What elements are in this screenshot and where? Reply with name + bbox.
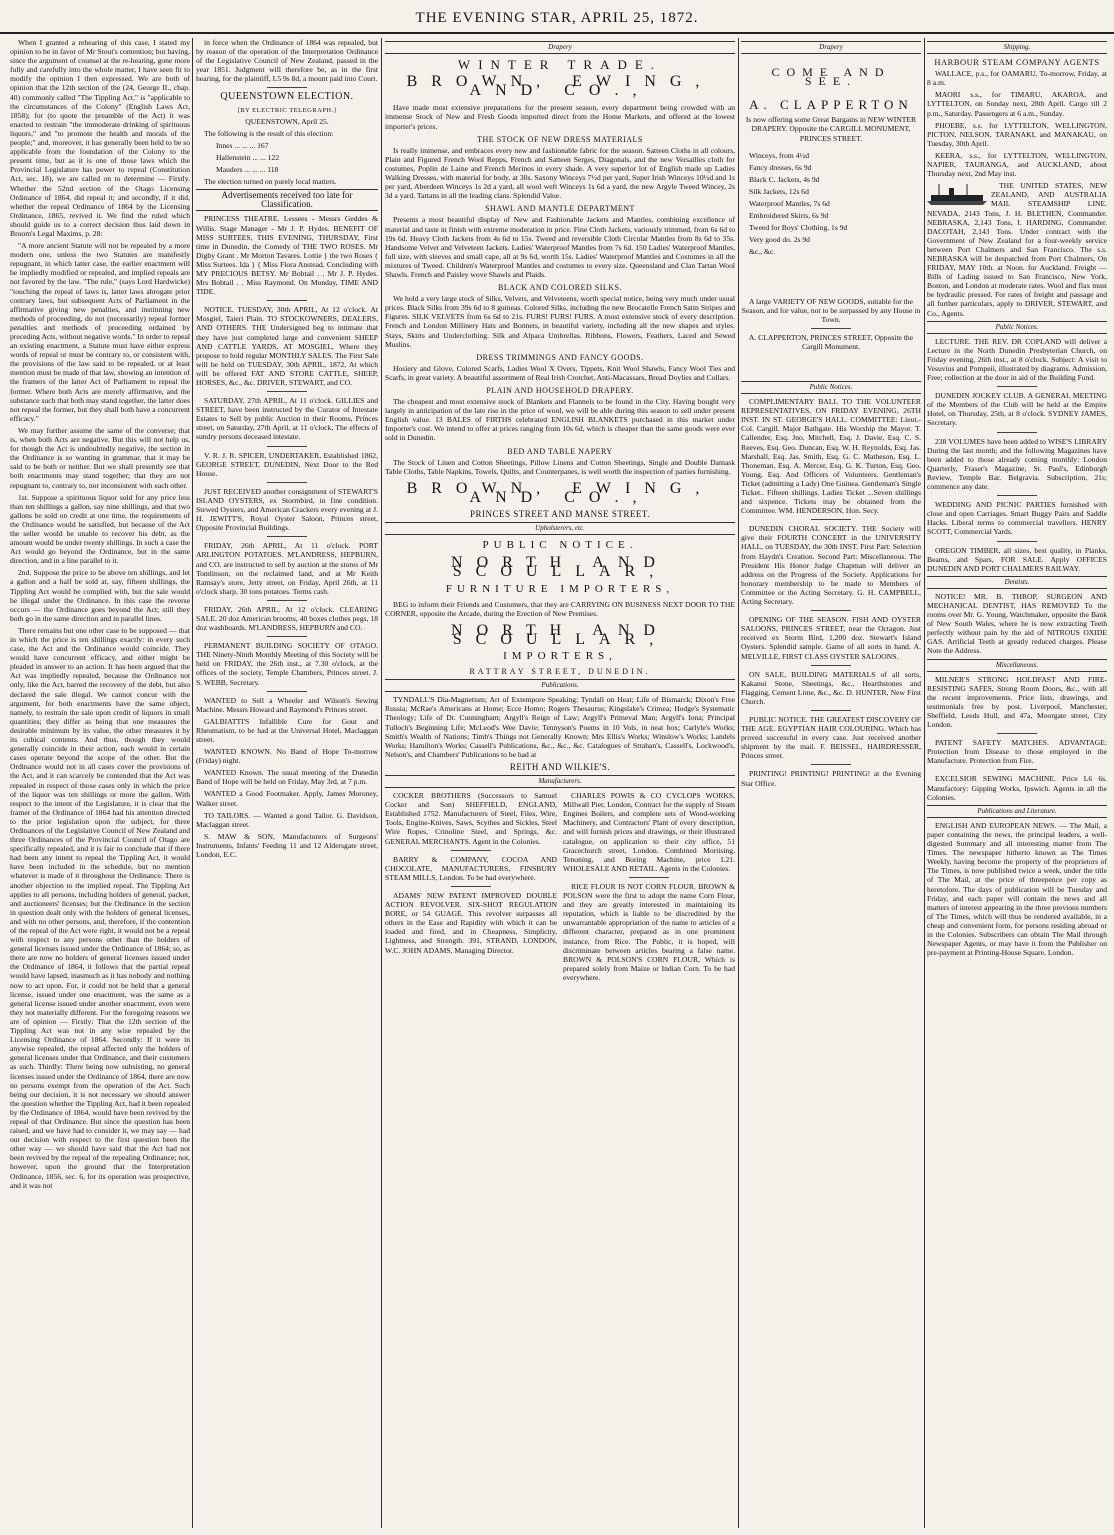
ball-ad: COMPLIMENTARY BALL TO THE VOLUNTEER REPRESENTATIVES, ON FRIDAY EVENING, 26TH INST. IN ST. GEORGE'S HALL. COMMITTEE: Lieut.-Col. Cargill. Major Bathgate. His Worship the Mayor. T. Callender, Esq. Jno. Mitchell, Esq. J. Davie, Esq. C. S. Reeves, Esq. Geo. Duncan, Esq. W. H. Reynolds, Esq. Jas. Marshall, Esq. Jas. Smith, Esq. G. C. Matheson, Esq. L. Thoneman, Esq. A. Mercer, Esq. G. K. Turton, Esq. Geo. Young, Esq. And Officers of Volunteers. Gentleman's Ticket (admitting a Lady) One Guinea. Gentleman's Single Ticket.. Fifteen shillings. Ladies Ticket ...Seven shillings and sixpence. Tickets may be obtained from the Committee. WM. HENDERSON, Hon. Secy. [741, 397, 921, 516]
column-rule [192, 38, 193, 1528]
matches-ad: PATENT SAFETY MATCHES. ADVANTAGE: Protection from Disease to those employed in the Manufacture. Protection from Fire. [927, 738, 1107, 766]
tyndall-ad: TYNDALL'S Dia-Magnetism; Art of Extempore Speaking; Tyndall on Heat; Life of Bismarck; Dixon's Free Russia; McRae's Americans at Home; Ecce Homo; Rogers Thesaurus; Kingslake's Crimea; Hodge's Systematic Theology; Life of Dr. Cunningham; Argyll's Reign of Law; Argyll's Primeval Man; Argyll's Iona; Principal Tulloch's Beginning Life; McLeod's Wee Davie; Tennyson's Poems in 10 Vols, in neat box; Carlyle's Works; Smith's Wealth of Nations; Timb's Things not Generally Known; Mrs Ellis's Works; Winslow's Works; Landels Works; Hamilton's Works; Cassell's Publications, &c., &c., &c. Catalogues of Strahan's, Cassell's, Lockwood's, Nelson's, and Chambers' Publications to be had at [385, 695, 735, 759]
come-and-see-heading: COME AND SEE. [771, 65, 891, 89]
brown-ewing-heading: BROWN, EWING, AND CO., [406, 73, 714, 100]
library-ad: 238 VOLUMES have been added to WISE'S LIBRARY During the last month; and the following Magazines have been added to those already coming monthly: London Quarterly, Fraser's Magazine, St. Paul's, Edinburgh Review, Temple Bar, Belgravia. Subscription, 21s; commence any date. [927, 436, 1107, 492]
jockey-club-ad: DUNEDIN JOCKEY CLUB. A GENERAL MEETING of the Members of the Club will be held at the Empire Hotel, on Thursday, 25th, at 8 o'clock. SYDNEY JAMES, Secretary. [927, 391, 1107, 428]
election-title: QUEENSTOWN ELECTION. [220, 91, 354, 103]
small-ad: WANTED a Good Footmaker. Apply, James Moroney, Walker street. [196, 789, 378, 808]
brown-ewing-footer: BROWN, EWING, AND CO., [406, 479, 714, 506]
masthead: THE EVENING STAR, APRIL 25, 1872. [0, 4, 1114, 34]
column-shipping: Shipping. HARBOUR STEAM COMPANY AGENTS WALLACE, p.s., for OAMARU, To-morrow, Friday, at 8 a.m. MAORI s.s., for TIMARU, AKAROA, and LYTTELTON, on Sunday next, 28th April. Cargo till 2 p.m., Saturday. Passengers at 6 a.m., Sunday. PHOEBE, s.s. for LYTTELTON, WELLINGTON, PICTON, NELSON, TARANAKI, and MANAKAU, on Tuesday, 30th April. KEERA, s.s., for LYTTELTON, WELLINGTON, NAPIER, TAURANGA, and AUCKLAND, about Thursday next, 2nd May inst. THE UNITED STATES, NEW ZEALAND, AND AUSTRALIA MAIL STEAMSHIP LINE. NEVADA, 2143 Tons, J. H. BLETHEN, Commander. NEBRASKA, 2,143 Tons, I. HARDING, Commander. DACOTAH, 2,143 Tons. Under contract with the Government of New Zealand for a four-weekly service between Port Chalmers and San Francisco. The s.s. NEBRASKA will be despatched from Port Chalmers, On FRIDAY, MAY 10th. at Noon. for Auckland. Freight — Bills of Lading issued to San Francisco, New York, Boston, and London at moderate rates. Wool and flax must be hydraulic pressed. For rates of freight and passage and all further particulars, apply to DRIVER, STEWART, and Co., Agents. Public Notices. LECTURE. THE REV. DR COPLAND will deliver a Lecture in the North Dunedin Presbyterian Church, on Friday evening, 26th inst., at 8 o'clock. Subject: A visit to Vesuvius and Pompeii, illustrated by diagrams. Admission, Free; collection at the door in aid of the Building Fund. DUNEDIN JOCKEY CLUB. A GENERAL MEETING of the Members of the Club will be held at the Empire Hotel, on Thursday, 25th, at 8 o'clock. SYDNEY JAMES, Secretary. 238 VOLUMES have been added to WISE'S LIBRARY During the last month; and the following Magazines have been added to those already coming monthly: London Quarterly, Fraser's Magazine, St. Paul's, Edinburgh Review, Temple Bar, Belgravia. Subscription, 21s; commence any date. WEDDING AND PICNIC PARTIES furnished with close and open Carriages. Smart Buggy Pairs and Saddle Hacks. Liberal terms to commercial travellers. HENRY SCOTT, Commercial Yards. OREGON TIMBER, all sizes, best quality, in Planks, Beams, and Spars, FOR SALE. Apply OFFICES DUNEDIN AND PORT CHALMERS RAILWAY. Dentists. NOTICE! MR. B. THROP, SURGEON AND MECHANICAL DENTIST, HAS REMOVED To the rooms over Mr. G. Young, Watchmaker, opposite the Bank of New South Wales, where he is now extracting Teeth perfectly without pain by the aid of NITROUS OXIDE GAS. Artificial Teeth at greatly reduced charges. Please Note the Address. Miscellaneous. MILNER'S STRONG HOLDFAST AND FIRE-RESISTING SAFES, Strong Room Doors, &c., with all the recent improvements. Price lists, drawings, and testimonials free by post. Liverpool, Manchester, Sheffield, Leeds Hull, and 47a, Moorgate street, City London. PATENT SAFETY MATCHES. ADVANTAGE: Protection from Disease to those employed in the Manufacture. Protection from Fire. EXCELSIOR SEWING MACHINE. Price L6 6s. Manufactory: Gipping Works, Ipswich. Agents in all the Colonies. Publications and Literature. ENGLISH AND EUROPEAN NEWS. — The Mail, a paper containing the news, the principal leaders, a well-digested Summary and all interesting matter from The Times. The newspaper hitherto known as The Times Weekly, having become the property of the proprietors of The Times, is now published twice a week, under the title of The Mail, at the price of threepence per copy as heretofore. The days of publication will be Tuesday and Friday, and each paper will contain the news and all matters of interest appearing in the three previous numbers of The Times, which will thus be rendered available, in a cheap and convenient form, for persons residing abroad or in the Colonies. Subscribers can obtain The Mail through Newspaper Agents, or may have it from the Publisher on pre-payment at Printing-House Square, London. [927, 38, 1107, 1528]
oyster-saloon-ad: OPENING OF THE SEASON. FISH AND OYSTER SALOONS, PRINCES STREET, near the Octagon. Just received ex Storm Bird, 1,200 doz. Stewart's Island Oysters. Splendid sample. Game of all sorts in hand. A. MELVILLE, FIRST CLASS OYSTER SALOONS. [741, 615, 921, 661]
spicer-ad: V. R. J. R. SPICER, UNDERTAKER, Established 1862, GEORGE STREET, DUNEDIN, Next Door to the Red House. [196, 450, 378, 478]
small-ad: GALBIATTI'S Infallible Cure for Gout and Rheumatism, to be had at the Universal Hotel, Maclaggan street. [196, 716, 378, 744]
small-ad: WANTED to Sell a Wheeler and Wilson's Sewing Machine. Messrs Howard and Raymond's Princes street. [196, 695, 378, 714]
lecture-ad: LECTURE. THE REV. DR COPLAND will deliver a Lecture in the North Dunedin Presbyterian Church, on Friday evening, 26th inst., at 8 o'clock. Subject: A visit to Vesuvius and Pompeii, illustrated by diagrams. Admission, Free; collection at the door in aid of the Building Fund. [927, 336, 1107, 383]
small-ad: WANTED KNOWN. No Band of Hope To-morrow (Friday) night. [196, 747, 378, 766]
winter-trade-heading: WINTER TRADE. [457, 57, 663, 73]
late-ads-header: Advertisements received too late for Classification. [196, 189, 378, 211]
choral-ad: DUNEDIN CHORAL SOCIETY. THE Society will give their FOURTH CONCERT in the UNIVERSITY HALL, on TUESDAY, the 30th INST. First Part: Selection from Haydn's Creation. Second Part: Miscellaneous. The President His Honor Judge Chapman will deliver an address on the Progress of the Society. Applications for honorary membership to be made to Members of Committee or the Acting Secretary. G. H. CAMPBELL, Acting Secretary. [741, 524, 921, 607]
notice-ad: NOTICE. TUESDAY, 30th APRIL, At 12 o'clock. At Mosgiel, Taieri Plain. TO STOCKOWNERS, DEALERS, AND OTHERS. THE Undersigned beg to intimate that they have just completed large and convenient SHEEP AND CATTLE YARDS, AT MOSGIEL, Where they propose to hold regular MONTHLY SALES. The First Sale will be held on TUESDAY, 30th APRIL, 1872, At which will be offered FAT AND STORE CATTLE, SHEEP, HORSES, &c., &c. DRIVER, STEWART, and CO. [196, 305, 378, 387]
shipping-notice: PHOEBE, s.s. for LYTTELTON, WELLINGTON, PICTON, NELSON, TARANAKI, and MANAKAU, on Tuesday, 30th April. [927, 120, 1107, 148]
barry-ad: BARRY & COMPANY, COCOA AND CHOCOLATE, MANUFACTURERS, FINSBURY STEAM MILLS, London. To be had everywhere. [385, 854, 557, 882]
clearing-ad: FRIDAY, 26th APRIL, At 12 o'clock. CLEARING SALE. 20 doz American brooms, 40 boxes clothes pegs, 18 doz washboards. M'LANDRESS, HEPBURN and CO. [196, 604, 378, 633]
shipping-notice: WALLACE, p.s., for OAMARU, To-morrow, Friday, at 8 a.m. [927, 69, 1107, 88]
small-ad: WANTED Known. The usual meeting of the Dunedin Band of Hope will be held on Friday, May 3rd, at 7 p.m. [196, 768, 378, 787]
potatoes-ad: FRIDAY, 26th APRIL, At 11 o'clock. PORT ARLINGTON POTATOES. M'LANDRESS, HEPBURN, and CO. are instructed to sell by auction at the stores of Mr Tomlinson, on the reclaimed land, and at Mr Keith Ramsay's store, Jetty street, on Friday, April 26th, at 11 o'clock sharp, 30 tons potatoes. Terms cash. [196, 541, 378, 596]
on-sale-ad: ON SALE, BUILDING MATERIALS of all sorts, Kakanui Stone, Sheetings, &c., Hearthstones and Flagging, Cement Lime, &c., &c. D. HUNTER, New First Church. [741, 669, 921, 706]
gillies-ad: SATURDAY, 27th APRIL, At 11 o'clock. GILLIES and STREET, have been instructed by the Curator of Intestate Estates to Sell by public Auction in their Rooms, Princes street, on Saturday, 27th April, at 11 o'clock, The effects of sundry persons deceased intestate. [196, 396, 378, 442]
small-ad: TO TAILORS. — Wanted a good Tailor. G. Davidson, Maclaggan street. [196, 810, 378, 829]
column-clapperton: Drapery COME AND SEE. A. CLAPPERTON Is now offering some Great Bargains in NEW WINTER DRAPERY. Opposite the CARGILL MONUMENT, PRINCES STREET. Winceys, from 4½d Fancy dresses, 6s 9d Black C. Jackets, 4s 9d Silk Jackets, 12s 6d Waterproof Mantles, 7s 6d Embroidered Skirts, 6s 9d Tweed for Boys' Clothing, 1s 9d Very good do. 2s 9d &c., &c. A large VARIETY OF NEW GOODS, suitable for the Season, and for value, not to be surpassed by any House in Town. A. CLAPPERTON, PRINCES STREET, Opposite the Cargill Monument. Public Notices. COMPLIMENTARY BALL TO THE VOLUNTEER REPRESENTATIVES, ON FRIDAY EVENING, 26TH INST. IN ST. GEORGE'S HALL. COMMITTEE: Lieut.-Col. Cargill. Major Bathgate. His Worship the Mayor. T. Callender, Esq. Jno. Mitchell, Esq. J. Davie, Esq. C. S. Reeves, Esq. Geo. Duncan, Esq. W. H. Reynolds, Esq. Jas. Marshall, Esq. Jas. Smith, Esq. G. C. Matheson, Esq. L. Thoneman, Esq. A. Mercer, Esq. G. K. Turton, Esq. Geo. Young, Esq. And Officers of Volunteers. Gentleman's Ticket (admitting a Lady) One Guinea. Gentleman's Single Ticket.. Fifteen shillings. Ladies Ticket ...Seven shillings and sixpence. Tickets may be obtained from the Committee. WM. HENDERSON, Hon. Secy. DUNEDIN CHORAL SOCIETY. THE Society will give their FOURTH CONCERT in the UNIVERSITY HALL, on TUESDAY, the 30th INST. First Part: Selection from Haydn's Creation. Second Part: Miscellaneous. The President His Honor Judge Chapman will deliver an address on the Progress of the Society. Applications for honorary membership to be made to Members of Committee or the Acting Secretary. G. H. CAMPBELL, Acting Secretary. OPENING OF THE SEASON. FISH AND OYSTER SALOONS, PRINCES STREET, near the Octagon. Just received ex Storm Bird, 1,200 doz. Stewart's Island Oysters. Splendid sample. Game of all sorts in hand. A. MELVILLE, FIRST CLASS OYSTER SALOONS. ON SALE, BUILDING MATERIALS of all sorts, Kakanui Stone, Sheetings, &c., Hearthstones and Flagging, Cement Lime, &c., &c. D. HUNTER, New First Church. PUBLIC NOTICE. THE GREATEST DISCOVERY OF THE AGE. EGYPTIAN HAIR COLOURING. Which has proved successful in every case. Just received another shipment by the mail. F. BEISSEL, HAIRDRESSER, Princes street. PRINTING! PRINTING! PRINTING! at the Evening Star Office. [741, 38, 921, 1528]
dentist-ad: NOTICE! MR. B. THROP, SURGEON AND MECHANICAL DENTIST, HAS REMOVED To the rooms over Mr. G. Young, Watchmaker, opposite the Bank of New South Wales, where he is now extracting Teeth perfectly without pain by the aid of NITROUS OXIDE GAS. Artificial Teeth at greatly reduced charges. Please Note the Address. [927, 591, 1107, 656]
adams-ad: ADAMS' NEW PATENT IMPROVED DOUBLE ACTION REVOLVER. SIX-SHOT REGULATION BORE, or 54 GUAGE. This revolver surpasses all others in the Ease and Rapidity with which it can be loaded and fired, and in Cheapness, Simplicity, Lightness, and Strength. 391, STRAND, LONDON, W.C. JOHN ADAMS, Managing Director. [385, 890, 557, 955]
column-drapery: Drapery WINTER TRADE. BROWN, EWING, AND CO., Have made most extensive preparations for the present season, every department being crowded with an immense Stock of New and Fresh Goods imported direct from the Home Markets, and offered at the lowest importer's prices. THE STOCK OF NEW DRESS MATERIALS Is really immense, and embraces every new and fashionable fabric for the season. Satteen Cloths in all colours, Plain and Figured French Wool Repps, French and Satteen Serges, Diagonals, and the new Versailles cloth for costumes, Poplin de Laine and French Merinos in every shade. A very superior lot of English made up Ladies Walking Dresses, with material for body, at 30s. Saxony Winceys 7½d per yard, Super Irish Winceys 10½d and 1s per yard, Aberdeen Winceys 1s 2d a yard, all wool weft Winceys 1s 6d a yard, the new Argyle Tweed Wincey, 2s 3d a yard. Tartans in all the leading clans. Splendid Value. SHAWL AND MANTLE DEPARTMENT Presents a most beautiful display of New and Fashionable Jackets and Mantles, combining excellence of material and taste in finish with extreme moderation in price. Fine Cloth Jackets, variously trimmed, from 6s 6d to 19s 6d. Heavy Cloth Jackets from 4s 6d to 15s. Tweed and reversible Cloth Circular Mantles from 8s 6d to 35s. Handsome Velvet and Velveteen Jackets. Ladies' Waterproof Mantles from 7s 6d. 150 Ladies' Waterproof Mantles, full size, with sleeves and small cape, all at 9s 6d, worth 15s. Ladies' Waterproof Mantles and Costumes in all the mixtures of Tweed. Children's Waterproof Mantles and costumes to every size. Queensland and Clan Tartan Wool Shawls. French and Paisley wove Shawls and Plaids. BLACK AND COLORED SILKS. We hold a very large stock of Silks, Velvets, and Velveteens, worth special notice, being very much under usual prices. Black Silks from 39s 6d to 8 guineas. Colored Silks, including the new Brocatelle French Satin Stripes and Figures. SILK VELVETS from 6s 6d to 21s. FURS! FURS! FURS. A most extensive stock of every description. French and London Millinery Hats and Bonnets, in beautiful variety, including all the new shapes and styles. Stays, Skirts and Underclothing. Silk and Alpaca Umbrellas. Ribbons, Flowers, Feathers, Laced and Sewed Muslins. DRESS TRIMMINGS AND FANCY GOODS. Hosiery and Glove, Colored Scarfs, Ladies Wool X Overs, Tippets, Knit Wool Shawls, Fancy Wool Ties and Scarfs, in great variety. A beautiful assortment of Real Irish Crotchet, Anti-Macassars, Bread Doylies and Collars. PLAIN AND HOUSEHOLD DRAPERY. The cheapest and most extensive stock of Blankets and Flannels to be found in the City. Having bought very largely in anticipation of the late rise in the price of wool, we will be able during this season to sell under present English value. 13 BALES of FIRTHS celebrated ENGLISH BLANKETS purchased in this market under Importer's cost. We intend to offer at prices ranging from 10s 6d, which is cheaper than the same goods were ever sold in Dunedin. BED AND TABLE NAPERY The Stock of Linen and Cotton Sheetings, Pillow Linens and Cotton Sheetings, Single and Double Damask Table Cloths, Table Napkins, Towels, Quilts, and Counterpanes, is well worth the inspection of parties furnishing. BROWN, EWING, AND CO., PRINCES STREET AND MANSE STREET. Upholsterers, etc. PUBLIC NOTICE. NORTH AND SCOULLAR, FURNITURE IMPORTERS, BEG to inform their Friends and Customers, that they are CARRYING ON BUSINESS NEXT DOOR TO THE CORNER, opposite the Arcade, during the Erection of New Premises. NORTH AND SCOULLAR, IMPORTERS, RATTRAY STREET, DUNEDIN. Publications. TYNDALL'S Dia-Magnetism; Art of Extempore Speaking; Tyndall on Heat; Life of Bismarck; Dixon's Free Russia; McRae's Americans at Home; Ecce Homo; Rogers Thesaurus; Kingslake's Crimea; Hodge's Systematic Theology; Life of Dr. Cunningham; Argyll's Reign of Law; Argyll's Primeval Man; Argyll's Iona; Principal Tulloch's Beginning Life; McLeod's Wee Davie; Tennyson's Poems in 10 Vols, in neat box; Carlyle's Works; Smith's Wealth of Nations; Timb's Things not Generally Known; Mrs Ellis's Works; Winslow's Works; Landels Works; Hamilton's Works; Cassell's Publications, &c., &c., &c. Catalogues of Strahan's, Cassell's, Lockwood's, Nelson's, and Chambers' Publications to be had at REITH AND WILKIE'S. Manufacturers. COCKER BROTHERS (Successors to Samuel Cocker and Son) SHEFFIELD, ENGLAND, Established 1752. Manufacturers of Steel, Files, Wire, Tools, Engine-Knives, Saws, Scythes and Sickles, Steel Wire Ropes, Crinoline Steel, and Springs, &c. GENERAL MERCHANTS. Agent in the Colonies. BARRY & COMPANY, COCOA AND CHOCOLATE, MANUFACTURERS, FINSBURY STEAM MILLS, London. To be had everywhere. ADAMS' NEW PATENT IMPROVED DOUBLE ACTION REVOLVER. SIX-SHOT REGULATION BORE, or 54 GUAGE. This revolver surpasses all others in the Ease and Rapidity with which it can be loaded and fired, and in Cheapness, Simplicity, Lightness, and Strength. 391, STRAND, LONDON, W.C. JOHN ADAMS, Managing Director. CHARLES POWIS & CO CYCLOPS WORKS, Millwall Pier, London, Contract for the supply of Steam Engines Boilers, and complete sets of Wood-working Machinery, and Contractors' Plant of every description, and will furnish prices and drawings, or their illustrated catalogue, on application to their city office, 51 Gracechurch street, London. Combined Mortising, Tenoning, and Boring Machine, price L21. WHOLESALE AND RETAIL. Agents in the Colonies. RICE FLOUR IS NOT CORN FLOUR. BROWN & POLSON were the first to adopt the name Corn Flour, and they are greatly interested in maintaining its reputation, which is liable to be discredited by the unwarrantable appropriation of the name to articles of a different character, prepared as in one prominent instance, from Rice. The Public, it is hoped, will discriminate between articles bearing a false name. BROWN & POLSON'S CORN FLOUR, Which is prepared solely from Maize or Indian Corn. To be had everywhere. [385, 38, 735, 1528]
small-ad: S. MAW & SON, Manufacturers of Surgeons' Instruments, Infants' Feeding 11 and 12 Aldersgate street, London, E.C. [196, 831, 378, 860]
powis-ad: CHARLES POWIS & CO CYCLOPS WORKS, Millwall Pier, London, Contract for the supply of Steam Engines Boilers, and complete sets of Wood-working Machinery, and Contractors' Plant of every description, and will furnish prices and drawings, or their illustrated catalogue, on application to their city office, 51 Gracechurch street, London. Combined Mortising, Tenoning, and Boring Machine, price L21. WHOLESALE AND RETAIL. Agents in the Colonies. [563, 791, 735, 873]
oysters-ad: JUST RECEIVED another consignment of STEWART'S ISLAND OYSTERS, ex Stormbird, in fine condition. Stewed Oysters, and American Crackers every evening at J. H. JEWITT'S, Royal Oyster Saloon, Princes street, Opposite Provincial Buildings. [196, 486, 378, 533]
north-scoullar-heading: NORTH AND SCOULLAR, [451, 554, 669, 581]
hair-ad: PUBLIC NOTICE. THE GREATEST DISCOVERY OF THE AGE. EGYPTIAN HAIR COLOURING. Which has proved successful in every case. Just received another shipment by the mail. F. BEISSEL, HAIRDRESSER, Princes street. [741, 714, 921, 761]
news-ad: ENGLISH AND EUROPEAN NEWS. — The Mail, a paper containing the news, the principal leaders, a well-digested Summary and all interesting matter from The Times. The newspaper hitherto known as The Times Weekly, having become the property of the proprietors of The Times, is now published twice a week, under the title of The Mail, at the price of threepence per copy as heretofore. The days of publication will be Tuesday and Friday, and each paper will contain the news and all matters of interest appearing in the three previous numbers of The Times, which will thus be rendered available, in a cheap and convenient form, for persons residing abroad or in the Colonies. Subscribers can obtain The Mail through Newspaper Agents, or may have it from the Publisher on pre-payment at Printing-House Square, London. [927, 820, 1107, 958]
safes-ad: MILNER'S STRONG HOLDFAST AND FIRE-RESISTING SAFES, Strong Room Doors, &c., with all the recent improvements. Price lists, drawings, and testimonials free by post. Liverpool, Manchester, Sheffield, Leeds Hull, and 47a, Moorgate street, City London. [927, 674, 1107, 730]
clapperton-heading: A. CLAPPERTON [749, 97, 913, 113]
shipping-notice: KEERA, s.s., for LYTTELTON, WELLINGTON, NAPIER, TAURANGA, and AUCKLAND, about Thursday next, 2nd May inst. [927, 150, 1107, 179]
shipping-notice: MAORI s.s., for TIMARU, AKAROA, and LYTTELTON, on Sunday next, 28th April. Cargo till 2 p.m., Saturday. Passengers at 6 a.m., Sunday. [927, 90, 1107, 118]
mail-line-ad: THE UNITED STATES, NEW ZEALAND, AND AUSTRALIA MAIL STEAMSHIP LINE. NEVADA, 2143 Tons, J. H. BLETHEN, Commander. NEBRASKA, 2,143 Tons, I. HARDING, Commander. DACOTAH, 2,143 Tons. Under contract with the Government of New Zealand for a four-weekly service between Port Chalmers and San Francisco. The s.s. NEBRASKA will be despatched from Port Chalmers, On FRIDAY, MAY 10th. at Noon. for Auckland. Freight — Bills of Lading issued to San Francisco, New York, Boston, and London at moderate rates. Wool and flax must be hydraulic pressed. For rates of freight and passage and all further particulars, apply to DRIVER, STEWART, and Co., Agents. [927, 181, 1107, 318]
building-society-ad: PERMANENT BUILDING SOCIETY OF OTAGO. THE Ninety-Ninth Monthly Meeting of this Society will be held on FRIDAY, the 26th inst., at 7.30 o'clock, at the offices of the society, Temple Chambers, Princes street. J. S. WEBB, Secretary. [196, 641, 378, 687]
theatre-ad: PRINCESS THEATRE. Lessees - Messrs Geddes & Willis. Stage Manager - Mr J. P. Hydes. BENEFIT OF MISS SURTEES, THIS EVENING, THURSDAY, First time in Dunedin, the Comedy of THE TWO ROSES. Mr Digby Grant . Mr Morton Tavares. Lottie } the two Roses { Miss Surtees. Ida } { Miss Flora Anstead. Concluding with MY PRECIOUS BETSY. Mr Bobtail . . Mr J. P. Hydes. Mrs Bobtail . . Miss Raymond. On Monday, TIME AND TIDE. [196, 214, 378, 297]
printing-ad: PRINTING! PRINTING! PRINTING! at the Evening Star Office. [741, 769, 921, 788]
column-rule [924, 38, 925, 1528]
column-rule [381, 38, 382, 1528]
sewing-machine-ad: EXCELSIOR SEWING MACHINE. Price L6 6s. Manufactory: Gipping Works, Ipswich. Agents in all the Colonies. [927, 774, 1107, 802]
column-legal-judgment: When I granted a rehearing of this case, I stated my opinion to be in favor of Mr Stout's contention; but having, since the argument of counsel at the re-hearing, gone more fully and carefully into the whole matter, I have seen fit to modify the opinion I then expressed. We are both of opinion that the 12th section of the (24, George II., chap. 40) commonly called "The Tippling Act," is "applicable to the circumstances of the Colony" (English Laws Act, 1858); for (to quote the preamble of the Act) it was enacted to restrain "the immoderate drinking of spirituous liquors," and "to promote the health and morals of the people;" and, moreover, it has generally been held to be so applicable from the foundation of the Colony to the present time, but as it is one of those laws which the Provincial Legislature has power to repeal (Constitution Act, sec. 18), we are called on to determine — Firstly. Whether the 52nd section of the Otago Licensing Ordinance of 1864, did repeal it; and secondly, if it did, whether the repeal Ordinance of 1864 by the Licensing Ordinance, 1865, revived it. We find the ruled which should guide us to a correct decision thus laid down in Broom's Legal Maxims, p. 28: "A more ancient Statute will not be repealed by a more modern one, unless the two Statutes are manifestly repugnant, in which latter case, the earlier enactment will be impliedly modified or repealed, and implied repeals are not favored by the law. "The rule," (says Lord Hardwicke) "touching the repeal of laws is, latter laws abrogate prior contrary laws, but subsequent Acts of Parliament in the affirmative giving new penalties, and instituting new methods of proceeding, do not (necessarily) repeal former penalties and methods of proceeding ordained by preceding Acts, without negative words." In order to repeal an existing enactment, a Statute must have either express words of repeal or must be contrary to, or consistent with, the provisions of the law said to be repealed, or at least mention must be made of that law, showing an intention of the framers of the latter Act of Parliament to repeal the former. Where both Acts are merely affirmative, and the substance such that both may stand together, the latter does not repeal the former, but they shall both have a concurrent efficacy." We may further assume the same of the converse; that is, when both Acts are negative. But this will not help us, for though the Act is undoubtedly negative, the section in the Ordinance is so wanting in grammar, that it may be said to be both or neither. But we shall presently see that both enactments may stand together; that they are not repugnant to, contrary to, nor inconsistent with each other. 1st. Suppose a spirituous liquor sold for any price less than ten shillings a gallon, say nine shillings, and that two gallons be sold on credit at one time, the requirements of the Ordinance would be satisfied, but because of the Act the seller would be unable to recover his debt, as the amount would be under twenty shillings. In such a case the Act would go beyond the Ordinance, but in the same direction, and in a line parallel to it. 2nd. Suppose the price to be above ten shillings, and let a gallon and a half be sold at, say, fifteen shillings, the Tippling Act would be complied with, but the sale would be illegal under the Ordinance. In this case the reverse occurs — the Ordinance goes beyond the Act; still they both go in the same direction and in parallel lines. There remains but one other case to be supposed — that in which the price is ten shillings exactly: in every such case, the Act and the Ordinance would coincide. They would have concurrent efficacy, and either might be pleaded in answer to an action. It has been argued that the Act was impliedly repealed, because the Ordinance not only, like the Act, barred the recovery of the debt, but also declared the sale illegal. We cannot concur with the argument, for both enactments have the same object, namely, to restrain the sale upon credit of liquors in small quantities; they differ as being that one measures the desirable minimum by its value, the other measures it by its cubical contents. And thus, though they would generally coincide in their action, each would in certain cases operate beyond the scope of the other. But the Ordinance would not in all cases cover the provisions of the Act, and it can scarcely be contended that the Act was repealed in respect of those cases only in which the price of the liquor was ten shillings or more the gallon. With respect to the intent of the Legislature, it is clear that the framer of the Ordinance of 1864 had his attention directed to the prior legislation upon the subject, for three Ordinances of the Legislative Council of New Zealand and three Ordinances of the Provincial Council of Otago are specifically repealed, and it is fair to conclude that if there had been any intent to repeal the Tippling Act, it would have been included in the schedule, but no mention whatever is made of it throughout the Ordinance. There is another objection to the implied repeal. The Tippling Act applies to all persons, including holders of general, packet, and auctioneers' licenses; but the Ordinance in the section in question dealt only with the holders of general licenses, and with no other persons, and, therefore, if the contention of the repeal of the Act were right, it would not be a repeal with respect to any persons other than the holders of general licenses issued under the Ordinance of 1864; so, as there are now no holders of general licenses issued under the Ordinance of 1864, it follows that the partial repeal would have lapsed, inasmuch as it has nobody and nothing now to act upon. For, it could not be held that a general license, issued under one enactment, was the same as a general license issued under another enactment, even were they not materially different. For the foregoing reasons we are of opinion — Firstly: That the 12th section of the Tippling Act was not in any wise repealed by the Licensing Ordinance of 1864. Secondly: If it were in anywise repealed, the repeal affected only the holders of general licenses under that Ordinance, and their customers as such. Thirdly: There being now subsisting, no general licenses issued under the Ordinance of 1864, there are now no persons exempt from the operation of the Act. Such being our decision, it is not necessary we should answer the question whether the Tippling Act, had it been repealed by the Ordinance of 1864, would have been revived by the repeal of that Ordinance. But since the question has been raised, and we have had to consider it, we may say — had our decision with respect to the first question been the other way — we should have said that the Act had not been revived by the repeal of the repealing Ordinance; not, however, upon the ground that the Interpretation Ordinance, 1856, sec. 6, for its operation was prospective, and it was not [10, 38, 190, 1528]
column-rule [738, 38, 739, 1528]
rice-flour-ad: RICE FLOUR IS NOT CORN FLOUR. BROWN & POLSON were the first to adopt the name Corn Flour, and they are greatly interested in maintaining its reputation, which is liable to be discredited by the unwarrantable appropriation of the name to articles of a different character, prepared as in one prominent instance, from Rice. The Public, it is hoped, will discriminate between articles bearing a false name. BROWN & POLSON'S CORN FLOUR, Which is prepared solely from Maize or Indian Corn. To be had everywhere. [563, 881, 735, 982]
wedding-ad: WEDDING AND PICNIC PARTIES furnished with close and open Carriages. Smart Buggy Pairs and Saddle Hacks. Liberal terms to commercial travellers. HENRY SCOTT, Commercial Yards. [927, 500, 1107, 537]
timber-ad: OREGON TIMBER, all sizes, best quality, in Planks, Beams, and Spars, FOR SALE. Apply OFFICES DUNEDIN AND PORT CHALMERS RAILWAY. [927, 545, 1107, 573]
cocker-ad: COCKER BROTHERS (Successors to Samuel Cocker and Son) SHEFFIELD, ENGLAND, Established 1752. Manufacturers of Steel, Files, Wire, Tools, Engine-Knives, Saws, Scythes and Sickles, Steel Wire Ropes, Crinoline Steel, and Springs, &c. GENERAL MERCHANTS. Agent in the Colonies. [385, 791, 557, 846]
column-notices: in force when the Ordinance of 1864 was repealed, but by reason of the operation of the Interpretation Ordinance of the Legislative Council of New Zealand, passed in the year 1851. Judgment will therefore be, as in the first hearing, for the plaintiff, L5 9s 8d, a mount paid into Court. QUEENSTOWN ELECTION. [BY ELECTRIC TELEGRAPH.] QUEENSTOWN, April 25. The following is the result of this election: Innes ... ... ... 167 Hallenstein ... ... 122 Mauders ... ... ... 118 The election turned on purely local matters. Advertisements received too late for Classification. PRINCESS THEATRE. Lessees - Messrs Geddes & Willis. Stage Manager - Mr J. P. Hydes. BENEFIT OF MISS SURTEES, THIS EVENING, THURSDAY, First time in Dunedin, the Comedy of THE TWO ROSES. Mr Digby Grant . Mr Morton Tavares. Lottie } the two Roses { Miss Surtees. Ida } { Miss Flora Anstead. Concluding with MY PRECIOUS BETSY. Mr Bobtail . . Mr J. P. Hydes. Mrs Bobtail . . Miss Raymond. On Monday, TIME AND TIDE. NOTICE. TUESDAY, 30th APRIL, At 12 o'clock. At Mosgiel, Taieri Plain. TO STOCKOWNERS, DEALERS, AND OTHERS. THE Undersigned beg to intimate that they have just completed large and convenient SHEEP AND CATTLE YARDS, AT MOSGIEL, Where they propose to hold regular MONTHLY SALES. The First Sale will be held on TUESDAY, 30th APRIL, 1872, At which will be offered FAT AND STORE CATTLE, SHEEP, HORSES, &c., &c. DRIVER, STEWART, and CO. SATURDAY, 27th APRIL, At 11 o'clock. GILLIES and STREET, have been instructed by the Curator of Intestate Estates to Sell by public Auction in their Rooms, Princes street, on Saturday, 27th April, at 11 o'clock, The effects of sundry persons deceased intestate. V. R. J. R. SPICER, UNDERTAKER, Established 1862, GEORGE STREET, DUNEDIN, Next Door to the Red House. JUST RECEIVED another consignment of STEWART'S ISLAND OYSTERS, ex Stormbird, in fine condition. Stewed Oysters, and American Crackers every evening at J. H. JEWITT'S, Royal Oyster Saloon, Princes street, Opposite Provincial Buildings. FRIDAY, 26th APRIL, At 11 o'clock. PORT ARLINGTON POTATOES. M'LANDRESS, HEPBURN, and CO. are instructed to sell by auction at the stores of Mr Tomlinson, on the reclaimed land, and at Mr Keith Ramsay's store, Jetty street, on Friday, April 26th, at 11 o'clock sharp, 30 tons potatoes. Terms cash. FRIDAY, 26th APRIL, At 12 o'clock. CLEARING SALE. 20 doz American brooms, 40 boxes clothes pegs, 18 doz washboards. M'LANDRESS, HEPBURN and CO. PERMANENT BUILDING SOCIETY OF OTAGO. THE Ninety-Ninth Monthly Meeting of this Society will be held on FRIDAY, the 26th inst., at 7.30 o'clock, at the offices of the society, Temple Chambers, Princes street. J. S. WEBB, Secretary. WANTED to Sell a Wheeler and Wilson's Sewing Machine. Messrs Howard and Raymond's Princes street. GALBIATTI'S Infallible Cure for Gout and Rheumatism, to be had at the Universal Hotel, Maclaggan street. WANTED KNOWN. No Band of Hope To-morrow (Friday) night. WANTED Known. The usual meeting of the Dunedin Band of Hope will be held on Friday, May 3rd, at 7 p.m. WANTED a Good Footmaker. Apply, James Moroney, Walker street. TO TAILORS. — Wanted a good Tailor. G. Davidson, Maclaggan street. S. MAW & SON, Manufacturers of Surgeons' Instruments, Infants' Feeding 11 and 12 Aldersgate street, London, E.C. [196, 38, 378, 1528]
steamship-icon [927, 183, 987, 205]
